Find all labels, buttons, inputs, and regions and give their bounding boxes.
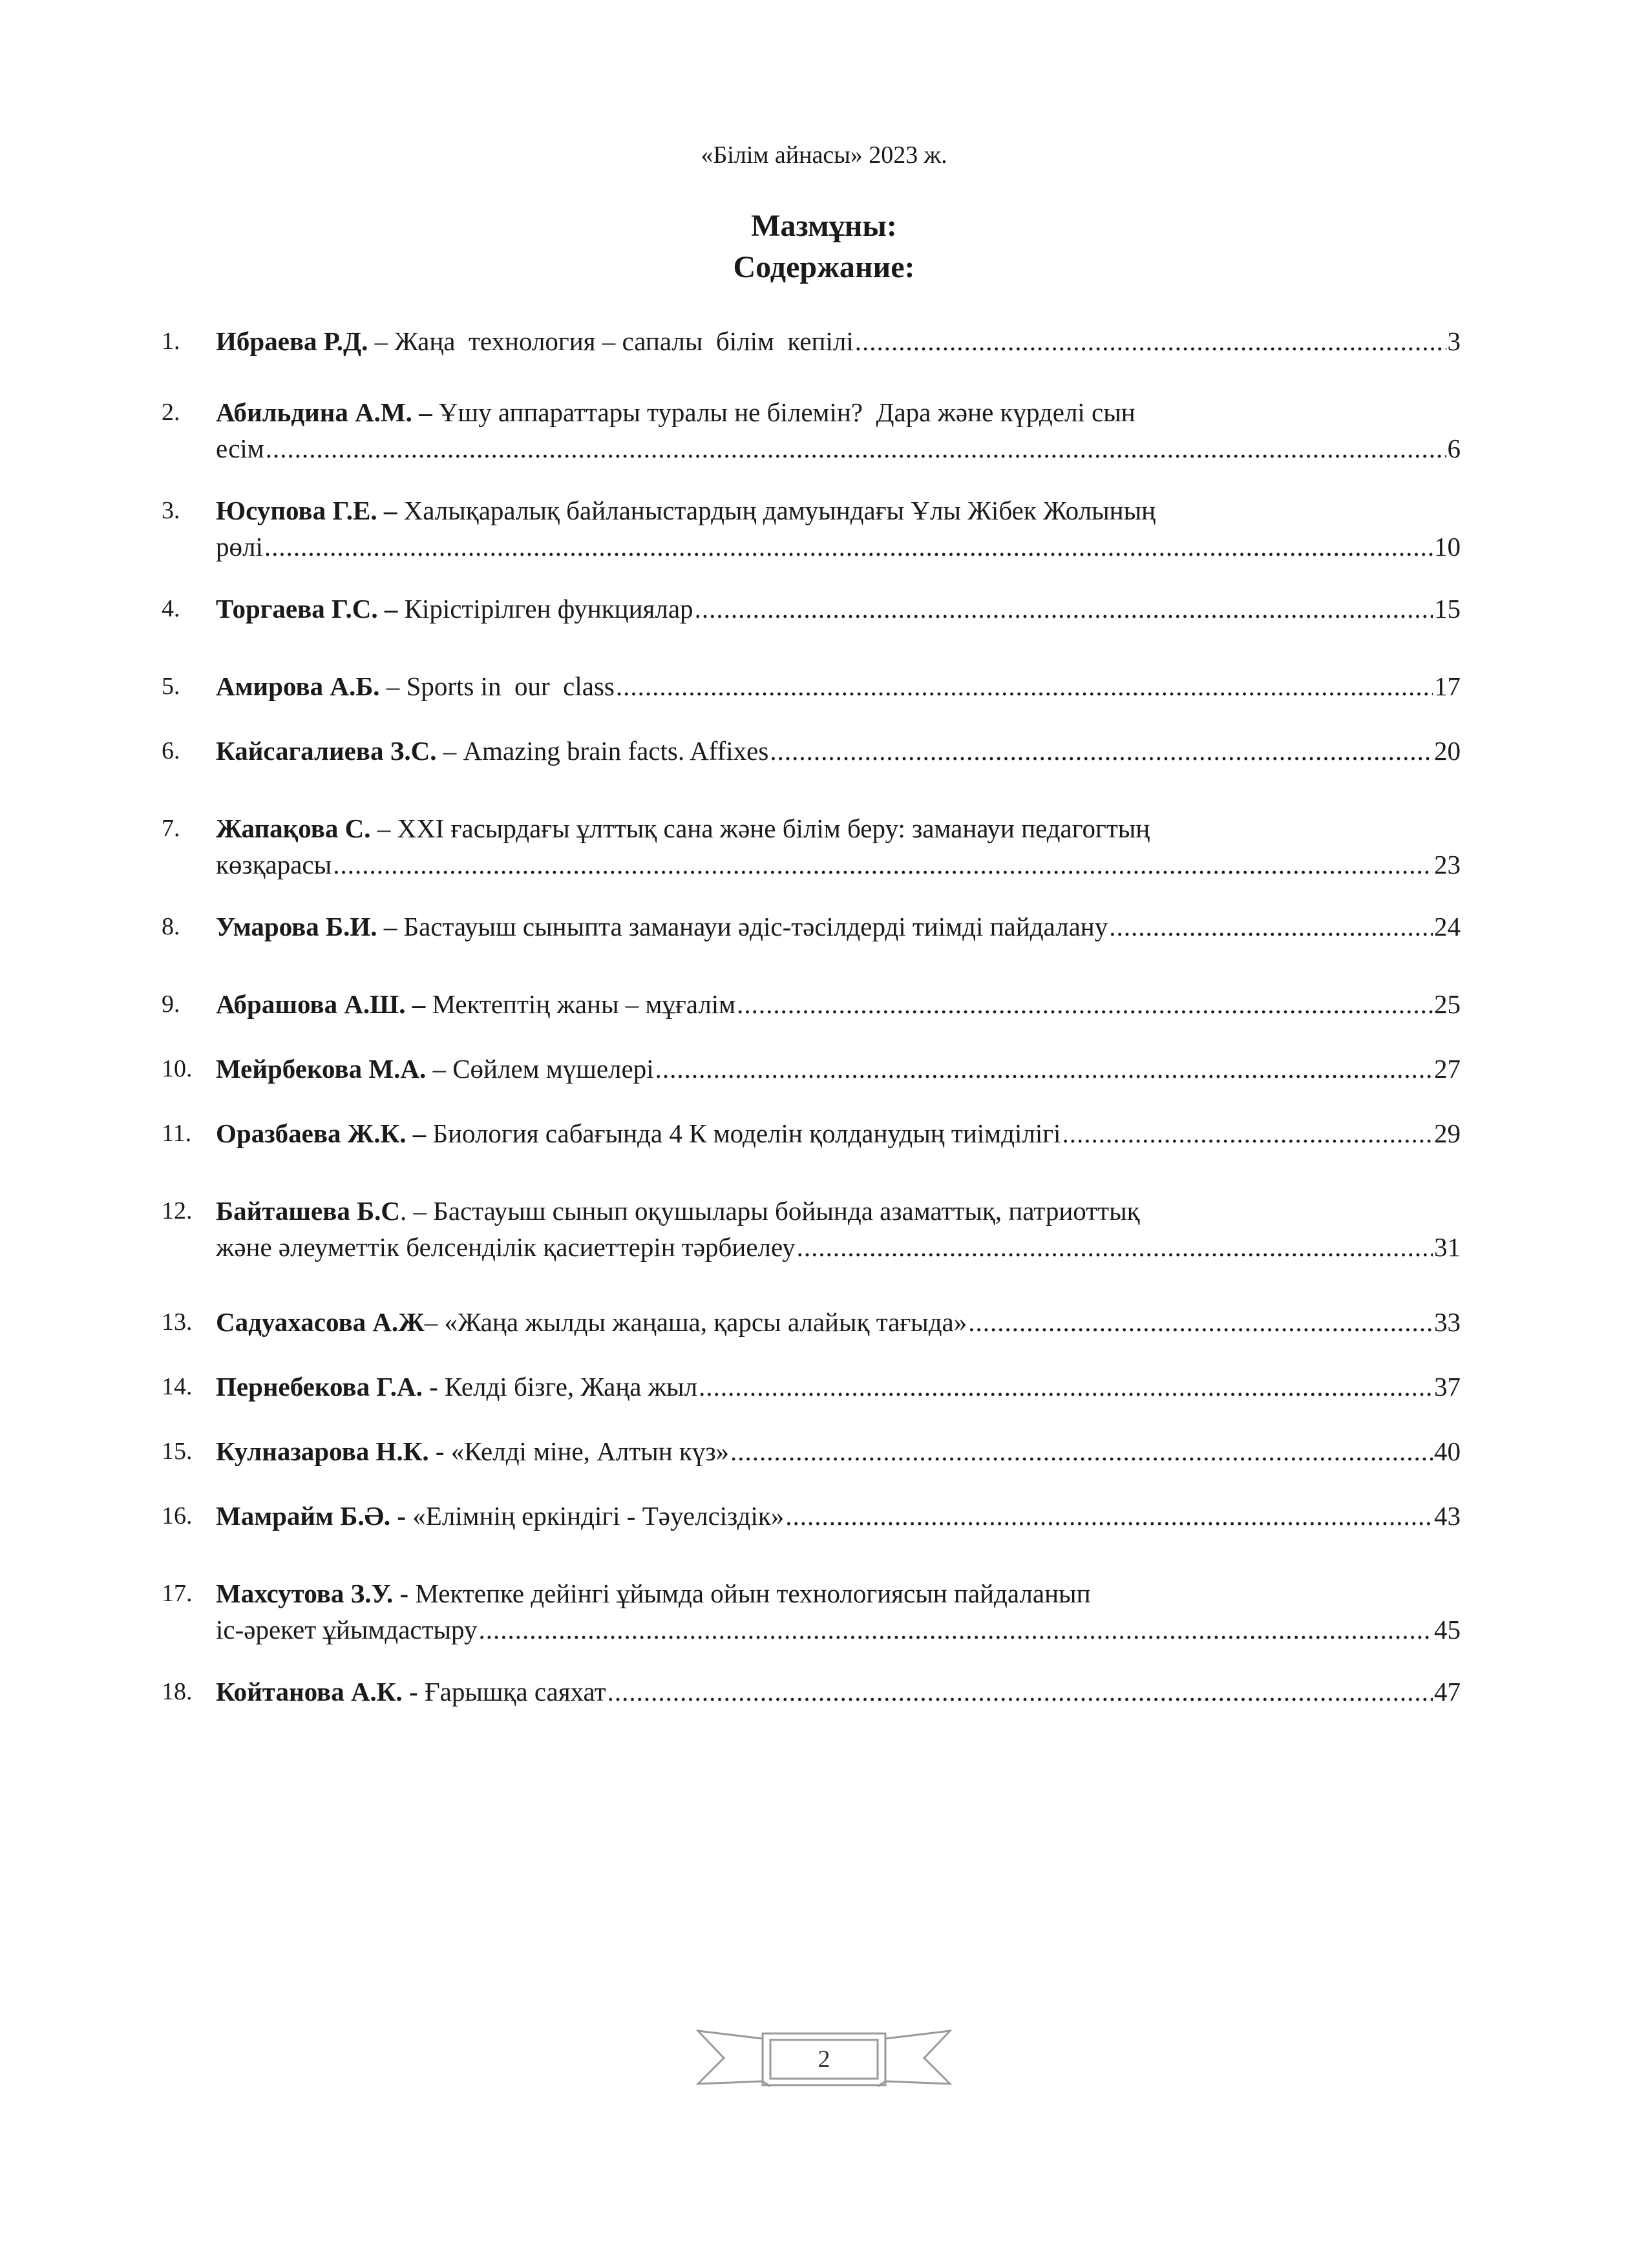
toc-entry-number: 12. xyxy=(162,1197,193,1224)
toc-entry-number: 4. xyxy=(162,595,180,622)
toc-entry-title: Келді бізге, Жаңа жыл xyxy=(445,1372,698,1402)
toc-entry-number: 7. xyxy=(162,815,180,842)
toc-entry-separator: – xyxy=(426,1054,453,1084)
toc-entry-number: 13. xyxy=(162,1308,193,1336)
toc-entry-separator: – xyxy=(379,671,407,701)
toc-entry-page: 45 xyxy=(1434,1615,1461,1644)
toc-entry-title: Бастауыш сынып оқушылары бойында азаматтық, патриоттық xyxy=(433,1196,1140,1226)
toc-entry-page: 10 xyxy=(1434,532,1461,562)
toc-entry-separator: . – xyxy=(400,1196,434,1226)
toc-entry-number: 17. xyxy=(162,1580,193,1607)
toc-entry-separator: – xyxy=(436,736,463,766)
toc-entry-page: 24 xyxy=(1434,912,1461,941)
toc-leader-dots xyxy=(1062,1115,1433,1151)
toc-entry-title: «Елімнің еркіндігі - Тәуелсіздік» xyxy=(412,1501,785,1531)
toc-entry-title-continued: көзқарасы xyxy=(216,850,332,879)
toc-entry-number: 6. xyxy=(162,737,180,764)
toc-leader-dots xyxy=(607,1674,1433,1710)
toc-leader-dots xyxy=(479,1612,1433,1648)
toc-entry-number: 14. xyxy=(162,1373,193,1400)
toc-entry-page: 47 xyxy=(1434,1677,1461,1706)
toc-entry-page: 29 xyxy=(1434,1118,1461,1148)
toc-entry-title: Мектептің жаны – мұғалім xyxy=(432,989,736,1019)
toc-entry-number: 9. xyxy=(162,991,180,1018)
toc-entry-author: Торгаева Г.С. – xyxy=(216,594,398,624)
toc-leader-dots xyxy=(797,1229,1433,1265)
toc-entry-page: 20 xyxy=(1434,736,1461,766)
toc-leader-dots xyxy=(785,1498,1433,1534)
toc-entry-title: XXI ғасырдағы ұлттық сана және білім беру: заманауи педагогтың xyxy=(397,814,1150,843)
toc-entry-author: Абрашова А.Ш. – xyxy=(216,989,426,1019)
toc-entry-number: 3. xyxy=(162,497,180,524)
toc-entry-number: 10. xyxy=(162,1055,193,1082)
toc-entry-title: Сөйлем мүшелері xyxy=(452,1054,654,1084)
toc-leader-dots xyxy=(616,668,1433,704)
toc-entry-title: Amazing brain facts. Affixes xyxy=(463,736,769,766)
toc-entry-page: 17 xyxy=(1434,671,1461,701)
toc-entry-separator: – xyxy=(424,1307,445,1337)
journal-header: «Білім айнасы» 2023 ж. xyxy=(701,142,947,169)
toc-entry-title: Мектепке дейінгі ұйымда ойын технологиясын пайдаланып xyxy=(415,1579,1091,1608)
toc-entry-title: Биология сабағында 4 К моделін қолданудың тиімділігі xyxy=(432,1118,1061,1148)
toc-entry-separator: – xyxy=(370,814,397,843)
title-kazakh: Мазмұны: xyxy=(751,209,897,243)
toc-entry-title: Ғарышқа саяхат xyxy=(424,1677,606,1706)
toc-entry-author: Юсупова Г.Е. – xyxy=(216,496,397,525)
toc-entry-separator xyxy=(425,989,432,1019)
toc-entry-title: Кірістірілген функциялар xyxy=(404,594,693,624)
page-number: 2 xyxy=(818,2046,830,2073)
toc-entry-author: Мейрбекова М.А. xyxy=(216,1054,427,1084)
toc-entry-separator xyxy=(397,496,403,525)
toc-entry-page: 37 xyxy=(1434,1372,1461,1402)
toc-leader-dots xyxy=(737,986,1433,1022)
toc-entry-number: 15. xyxy=(162,1438,193,1465)
toc-leader-dots xyxy=(266,430,1446,467)
toc-entry-title: Sports in our class xyxy=(406,671,615,701)
toc-entry-page: 25 xyxy=(1434,989,1461,1019)
toc-entry-author: Койтанова А.К. - xyxy=(216,1677,418,1706)
toc-entry-separator: – xyxy=(368,326,395,356)
toc-entry-title-continued: және әлеуметтік белсенділік қасиеттерін тәрбиелеу xyxy=(216,1232,796,1262)
toc-entry-author: Пернебекова Г.А. - xyxy=(216,1372,438,1402)
toc-entry-page: 23 xyxy=(1434,850,1461,879)
toc-leader-dots xyxy=(770,733,1433,769)
toc-entry-number: 8. xyxy=(162,913,180,940)
toc-entry-title-continued: рөлі xyxy=(216,532,263,562)
toc-leader-dots xyxy=(655,1051,1433,1087)
toc-entry-number: 11. xyxy=(162,1120,192,1147)
toc-entry-number: 18. xyxy=(162,1678,193,1705)
toc-leader-dots xyxy=(1109,908,1433,945)
toc-entry-page: 27 xyxy=(1434,1054,1461,1084)
toc-entry-author: Садуахасова А.Ж xyxy=(216,1307,425,1337)
toc-entry-title: Жаңа технология – сапалы білім кепілі xyxy=(394,326,854,356)
toc-entry-page: 43 xyxy=(1434,1501,1461,1531)
toc-entry-author: Жапақова С. xyxy=(216,814,371,843)
toc-entry-separator xyxy=(406,1501,412,1531)
toc-entry-title-continued: іс-әрекет ұйымдастыру xyxy=(216,1615,478,1644)
toc-entry-title: «Жаңа жылды жаңаша, қарсы алайық тағыда» xyxy=(444,1307,967,1337)
toc-entry-separator xyxy=(408,1579,415,1608)
toc-entry-separator xyxy=(445,1436,451,1466)
toc-entry-number: 1. xyxy=(162,328,180,355)
toc-entry-number: 2. xyxy=(162,399,180,426)
toc-leader-dots xyxy=(855,323,1446,359)
toc-entry-page: 3 xyxy=(1447,326,1461,356)
toc-leader-dots xyxy=(730,1433,1433,1469)
toc-entry-page: 33 xyxy=(1434,1307,1461,1337)
toc-leader-dots xyxy=(333,846,1433,883)
toc-entry-page: 15 xyxy=(1434,594,1461,624)
contents-title xyxy=(0,205,1648,288)
toc-leader-dots xyxy=(264,529,1433,565)
toc-entry-separator xyxy=(397,594,404,624)
toc-entry-author: Умарова Б.И. xyxy=(216,912,377,941)
toc-entry-separator: – xyxy=(377,912,404,941)
toc-entry-title-continued: есім xyxy=(216,434,264,463)
toc-leader-dots xyxy=(695,591,1433,627)
toc-entry-author: Абильдина А.М. – xyxy=(216,397,432,427)
toc-entry-separator xyxy=(432,397,439,427)
toc-entry-author: Оразбаева Ж.К. – xyxy=(216,1118,427,1148)
page-footer-ribbon xyxy=(685,2019,963,2097)
toc-entry-author: Амирова А.Б. xyxy=(216,671,380,701)
title-russian: Содержание: xyxy=(733,250,915,284)
toc-entry-author: Кулназарова Н.К. - xyxy=(216,1436,445,1466)
toc-entry-number: 16. xyxy=(162,1502,193,1529)
toc-entry-title: «Келді міне, Алтын күз» xyxy=(450,1436,730,1466)
toc-entry-separator xyxy=(418,1677,425,1706)
toc-entry-number: 5. xyxy=(162,673,180,700)
toc-entry-page: 40 xyxy=(1434,1436,1461,1466)
toc-entry-author: Кайсагалиева З.С. xyxy=(216,736,437,766)
toc-leader-dots xyxy=(968,1304,1433,1340)
toc-entry-author: Байташева Б.С xyxy=(216,1196,401,1226)
toc-entry-page: 6 xyxy=(1447,434,1461,463)
toc-entry-separator xyxy=(438,1372,445,1402)
toc-entry-title: Бастауыш сыныпта заманауи әдіс-тәсілдерді тиімді пайдалану xyxy=(403,912,1108,941)
toc-entry-title: Ұшу аппараттары туралы не білемін? Дара және күрделі сын xyxy=(438,397,1136,427)
toc-entry-author: Мамрайм Б.Ә. - xyxy=(216,1501,407,1531)
toc-entry-page: 31 xyxy=(1434,1232,1461,1262)
toc-entry-separator xyxy=(426,1118,432,1148)
toc-entry-author: Махсутова З.У. - xyxy=(216,1579,409,1608)
toc-entry-title: Халықаралық байланыстардың дамуындағы Ұлы Жібек Жолының xyxy=(403,496,1156,525)
toc-entry-author: Ибраева Р.Д. xyxy=(216,326,368,356)
toc-leader-dots xyxy=(699,1369,1433,1405)
